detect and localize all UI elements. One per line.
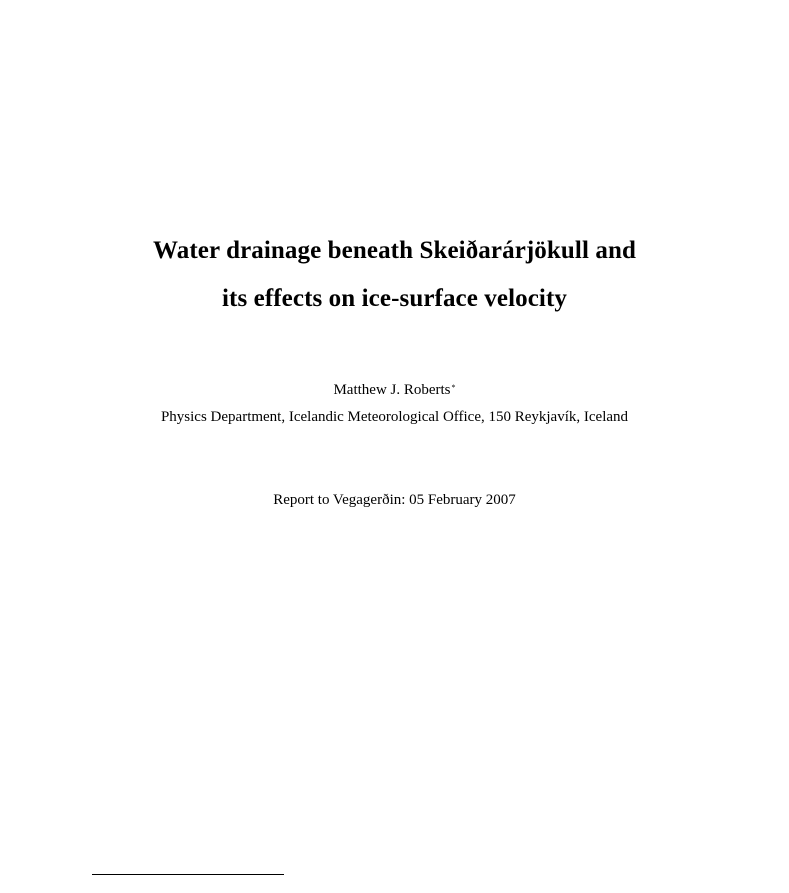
author-affiliation: Physics Department, Icelandic Meteorological Office, 150 Reykjavík, Iceland [160, 409, 629, 425]
author-footnote-marker[interactable]: * [451, 383, 456, 392]
author-line [0, 380, 789, 400]
report-date-line: Report to Vegagerðin: 05 February 2007 [273, 492, 516, 508]
document-title-line-1: Water drainage beneath Skeiðarárjökull and [153, 237, 636, 264]
document-title-line-2: its effects on ice-surface velocity [221, 285, 568, 312]
author-name: Matthew J. Roberts [333, 382, 451, 398]
footnote-separator-rule [92, 874, 284, 875]
